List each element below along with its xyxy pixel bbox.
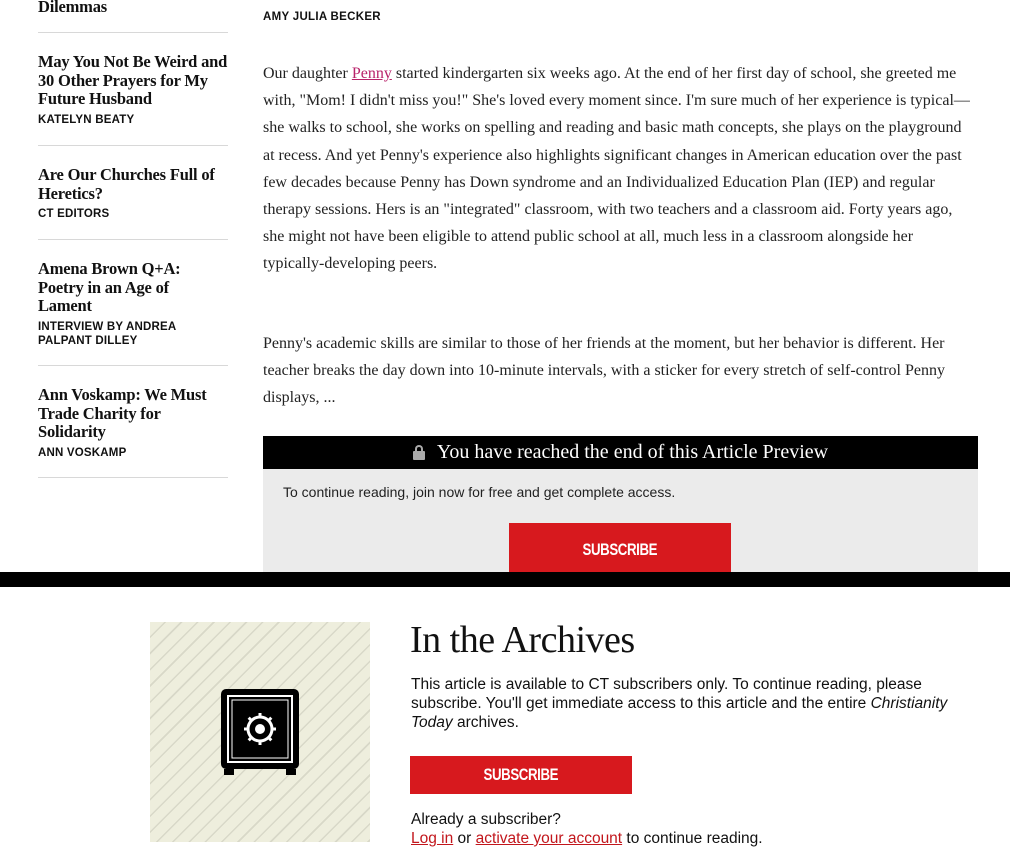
archives-title: In the Archives (410, 619, 635, 661)
sidebar-item-author: INTERVIEW BY ANDREA PALPANT DILLEY (38, 320, 176, 347)
or-text: or (453, 830, 476, 847)
archives-text: archives. (452, 714, 519, 731)
paywall-heading: You have reached the end of this Article Preview (436, 441, 829, 463)
sidebar-item-author: CT EDITORS (38, 208, 110, 220)
article-paragraph-2: Penny's academic skills are similar to those of her friends at the moment, but her behavior is different. Her teacher breaks the day down into 10-minute intervals, with a sticker for every stretch of self-control Penny displays, ... (263, 335, 945, 407)
already-subscriber-text: Already a subscriber? (411, 811, 561, 828)
sidebar-item-title[interactable]: Dilemmas (38, 0, 107, 16)
paywall-subscribe-button[interactable] (509, 523, 731, 576)
paywall-heading-bar (263, 436, 978, 469)
archives-illustration (150, 622, 370, 842)
activate-account-link[interactable]: activate your account (475, 830, 623, 847)
sidebar-item[interactable] (38, 0, 228, 33)
archives-subscribe-button[interactable] (410, 756, 632, 794)
archives-text: This article is available to CT subscribers only. To continue reading, please subscribe. You'll get immediate access to this article and the entire (411, 676, 922, 712)
sidebar-item-title[interactable]: Amena Brown Q+A: Poetry in an Age of Lament (38, 259, 181, 315)
subscribe-label: SUBSCRIBE (483, 765, 559, 784)
sidebar-item-author: ANN VOSKAMP (38, 446, 127, 459)
publication-name: Christianity Today (411, 695, 948, 731)
sidebar-item[interactable] (38, 53, 228, 146)
vault-safe-icon (150, 622, 370, 842)
paywall-text: To continue reading, join now for free and get complete access. (283, 484, 676, 500)
lock-icon (413, 445, 425, 460)
sidebar-item[interactable] (38, 386, 228, 478)
sidebar-item-title[interactable]: Are Our Churches Full of Heretics? (38, 165, 215, 203)
continue-text: to continue reading. (622, 830, 763, 847)
archives-description (411, 675, 961, 732)
sidebar-item[interactable] (38, 166, 228, 240)
login-link[interactable]: Log in (411, 830, 454, 847)
paragraph-text: started kindergarten six weeks ago. At the end of her first day of school, she greeted me with, "Mom! I didn't miss you!" She's loved every moment since. I'm sure much of her experience is typical—she walks to school, she works on spelling and reading and basic math concepts, she plays on the playground at recess. And yet Penny's experience also highlights significant changes in American education over the past few decades because Penny has Down syndrome and an Individualized Education Plan (IEP) and regular therapy sessions. Hers is an "integrated" classroom, with two teachers and a classroom aid. Forty years ago, she might not have been eligible to attend public school at all, much less in a classroom alongside her typically-developing peers. (263, 65, 970, 273)
section-divider (0, 572, 1010, 587)
article-byline: AMY JULIA BECKER (263, 11, 381, 23)
subscribe-label: SUBSCRIBE (582, 539, 658, 559)
article-paragraph-1 (263, 60, 975, 278)
paragraph-text: Our daughter (263, 65, 352, 82)
sidebar-item[interactable] (38, 260, 228, 366)
login-line (411, 829, 763, 848)
article-preview-paywall (263, 436, 978, 576)
penny-link[interactable]: Penny (351, 65, 392, 82)
sidebar-item-title[interactable]: May You Not Be Weird and 30 Other Prayers for My Future Husband (38, 52, 228, 108)
sidebar-item-author: KATELYN BEATY (38, 113, 135, 126)
sidebar-item-title[interactable]: Ann Voskamp: We Must Trade Charity for Solidarity (38, 385, 207, 441)
